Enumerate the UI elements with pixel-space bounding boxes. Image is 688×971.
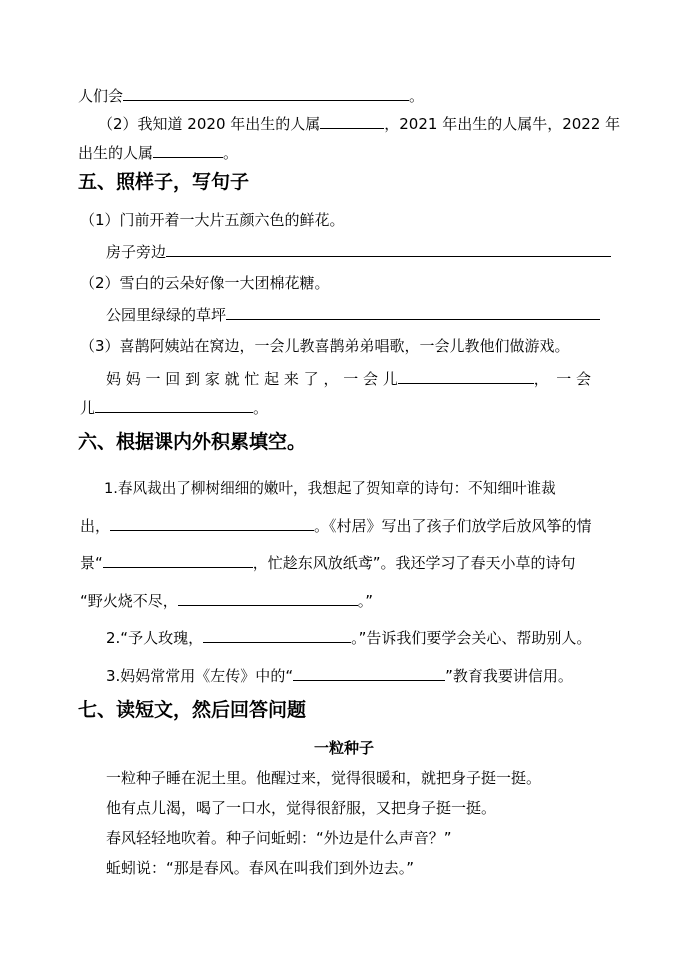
passage-line: 蚯蚓说：“那是春风。春风在叫我们到外边去。” <box>106 859 415 877</box>
answer-line <box>106 305 600 325</box>
answer-blank[interactable] <box>320 114 384 129</box>
answer-line <box>106 242 611 262</box>
question: （2）雪白的云朵好像一大团棉花糖。 <box>80 274 330 292</box>
text: 。 <box>409 87 425 105</box>
text: 儿 <box>80 399 96 417</box>
text: 人们会 <box>78 87 124 105</box>
answer-blank[interactable] <box>203 628 351 643</box>
text: 。《村居》写出了孩子们放学后放风筝的情 <box>314 517 592 535</box>
text: 。” <box>357 592 374 610</box>
text: 出， <box>80 517 111 535</box>
passage-line: 春风轻轻地吹着。种子问蚯蚓：“外边是什么声音？” <box>106 829 452 847</box>
text-line <box>106 628 591 648</box>
section-heading: 六、根据课内外积累填空。 <box>78 431 307 453</box>
answer-blank[interactable] <box>293 666 445 681</box>
question: （3）喜鹊阿姨站在窝边，一会儿教喜鹊弟弟唱歌，一会儿教他们做游戏。 <box>80 337 570 355</box>
text: ，忙趁东风放纸鸢”。我还学习了春天小草的诗句 <box>252 554 576 572</box>
text: ， 一 会 <box>533 370 592 388</box>
text: 房子旁边 <box>106 243 167 261</box>
text: 公园里绿绿的草坪 <box>106 306 227 324</box>
text: 妈 妈 一 回 到 家 就 忙 起 来 了 ， 一 会 儿 <box>106 370 398 388</box>
passage-title: 一粒种子 <box>313 739 374 757</box>
answer-line <box>106 369 591 389</box>
text-line <box>80 516 592 536</box>
text-line <box>80 553 576 573</box>
answer-blank[interactable] <box>226 305 600 320</box>
text-line <box>98 114 620 134</box>
passage-line: 他有点儿渴，喝了一口水，觉得很舒服，又把身子挺一挺。 <box>106 799 497 817</box>
section-heading: 五、照样子，写句子 <box>78 171 250 193</box>
text: “野火烧不尽， <box>80 592 178 610</box>
answer-blank[interactable] <box>103 553 253 568</box>
answer-blank[interactable] <box>110 516 314 531</box>
answer-blank[interactable] <box>123 86 409 101</box>
question: （1）门前开着一大片五颜六色的鲜花。 <box>80 211 345 229</box>
answer-blank[interactable] <box>153 143 223 158</box>
text: 景“ <box>80 554 103 572</box>
text-line <box>78 86 424 106</box>
text-line <box>80 591 373 611</box>
answer-blank[interactable] <box>178 591 358 606</box>
answer-blank[interactable] <box>166 242 611 257</box>
passage-line: 一粒种子睡在泥土里。他醒过来，觉得很暖和，就把身子挺一挺。 <box>106 769 542 787</box>
text-line: 1.春风裁出了柳树细细的嫩叶，我想起了贺知章的诗句：不知细叶谁裁 <box>104 480 556 497</box>
answer-line <box>80 398 268 418</box>
text: 出生的人属 <box>78 144 154 162</box>
text: 。 <box>223 144 239 162</box>
text: 。 <box>253 399 269 417</box>
text-line <box>106 666 573 686</box>
text: 3.妈妈常常用《左传》中的“ <box>106 667 294 685</box>
text: 2.“予人玫瑰， <box>106 629 204 647</box>
text: ”教育我要讲信用。 <box>445 667 573 685</box>
answer-blank[interactable] <box>398 369 534 384</box>
section-heading: 七、读短文，然后回答问题 <box>78 699 307 721</box>
text-line <box>78 143 238 163</box>
text: ，2021 年出生的人属牛，2022 年 <box>384 115 621 133</box>
text: 。”告诉我们要学会关心、帮助别人。 <box>351 629 592 647</box>
text: （2）我知道 2020 年出生的人属 <box>98 115 321 133</box>
answer-blank[interactable] <box>95 398 253 413</box>
